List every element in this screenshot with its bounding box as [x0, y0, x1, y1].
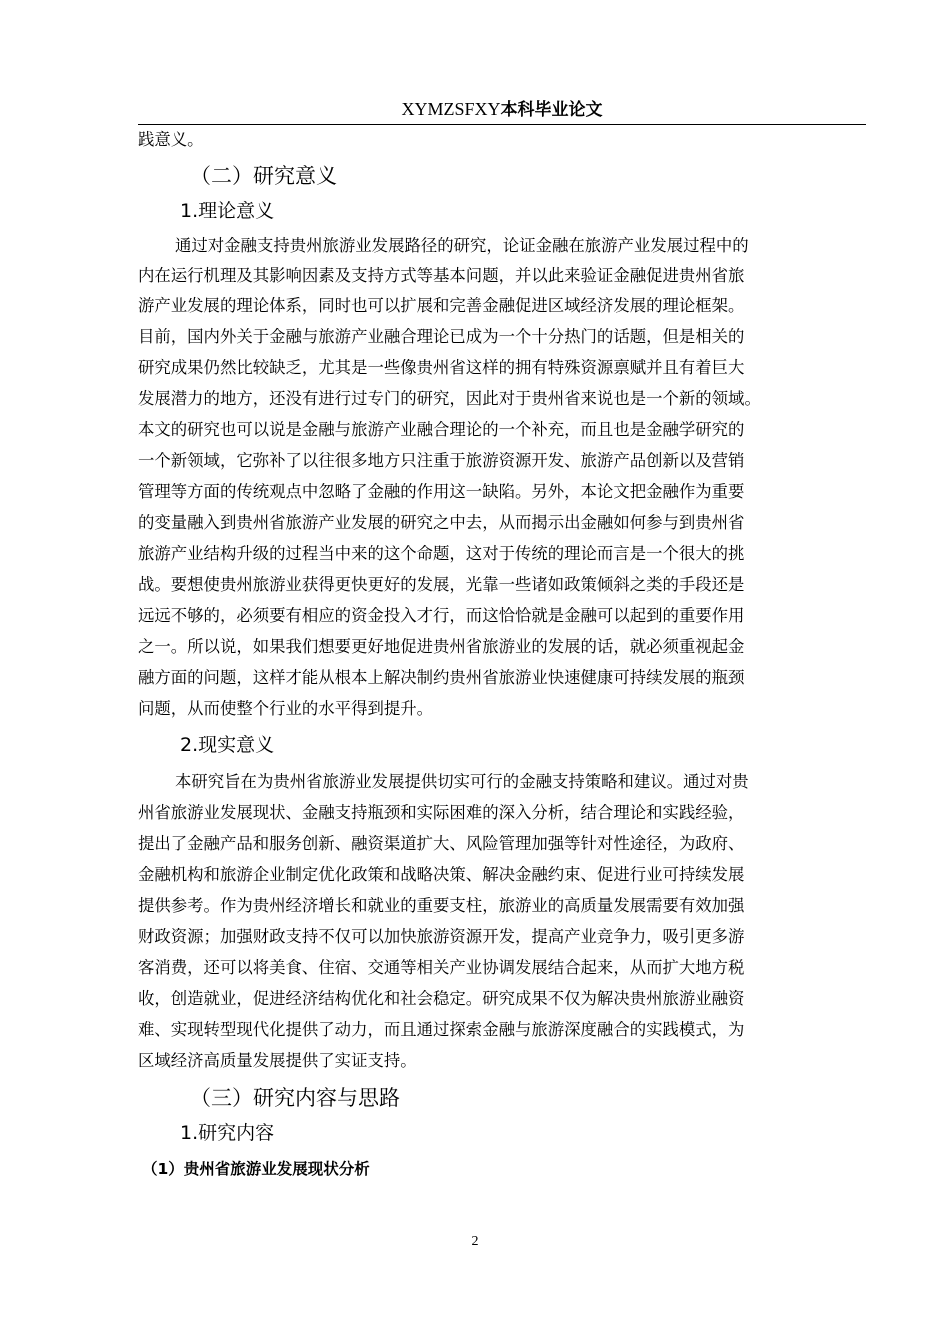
paragraph-line: 旅游产业结构升级的过程当中来的这个命题，这对于传统的理论而言是一个很大的挑: [138, 544, 745, 563]
paragraph-line: 践意义。: [138, 130, 204, 149]
paragraph-line: 战。要想使贵州旅游业获得更快更好的发展，光靠一些诸如政策倾斜之类的手段还是: [138, 575, 745, 594]
subsection-heading: 2.现实意义: [180, 734, 275, 756]
paragraph-line: 财政资源；加强财政支持不仅可以加快旅游资源开发，提高产业竞争力，吸引更多游: [138, 927, 745, 946]
paragraph-line: 内在运行机理及其影响因素及支持方式等基本问题，并以此来验证金融促进贵州省旅: [138, 266, 745, 285]
paragraph-line: 提出了金融产品和服务创新、融资渠道扩大、风险管理加强等针对性途径，为政府、: [138, 834, 745, 853]
page-header: [138, 96, 866, 125]
paragraph-line: 金融机构和旅游企业制定优化政策和战略决策、解决金融约束、促进行业可持续发展: [138, 865, 745, 884]
header-title: 本科毕业论文: [500, 100, 603, 120]
paragraph-line: 难、实现转型现代化提供了动力，而且通过探索金融与旅游深度融合的实践模式，为: [138, 1020, 745, 1039]
paragraph-line: 本文的研究也可以说是金融与旅游产业融合理论的一个补充，而且也是金融学研究的: [138, 420, 745, 439]
paragraph-line: 问题，从而使整个行业的水平得到提升。: [138, 699, 434, 718]
paragraph-line: 游产业发展的理论体系，同时也可以扩展和完善金融促进区域经济发展的理论框架。: [138, 296, 745, 315]
list-heading: （1）贵州省旅游业发展现状分析: [142, 1160, 370, 1178]
paragraph-line: 的变量融入到贵州省旅游产业发展的研究之中去，从而揭示出金融如何参与到贵州省: [138, 513, 745, 532]
paragraph-line: 之一。所以说，如果我们想要更好地促进贵州省旅游业的发展的话，就必须重视起金: [138, 637, 745, 656]
paragraph-line: 目前，国内外关于金融与旅游产业融合理论已成为一个十分热门的话题，但是相关的: [138, 327, 745, 346]
paragraph-line: 一个新领域，它弥补了以往很多地方只注重于旅游资源开发、旅游产品创新以及营销: [138, 451, 745, 470]
paragraph-line: 通过对金融支持贵州旅游业发展路径的研究，论证金融在旅游产业发展过程中的: [175, 236, 749, 255]
paragraph-line: 客消费，还可以将美食、住宿、交通等相关产业协调发展结合起来，从而扩大地方税: [138, 958, 745, 977]
paragraph-line: 研究成果仍然比较缺乏，尤其是一些像贵州省这样的拥有特殊资源禀赋并且有着巨大: [138, 358, 745, 377]
subsection-heading: 1.理论意义: [180, 200, 275, 222]
section-heading: （三）研究内容与思路: [190, 1086, 400, 1110]
page-number: 2: [471, 1234, 479, 1249]
paragraph-line: 发展潜力的地方，还没有进行过专门的研究，因此对于贵州省来说也是一个新的领域。: [138, 389, 761, 408]
paragraph-line: 管理等方面的传统观点中忽略了金融的作用这一缺陷。另外，本论文把金融作为重要: [138, 482, 745, 501]
paragraph-line: 远远不够的，必须要有相应的资金投入才行，而这恰恰就是金融可以起到的重要作用: [138, 606, 745, 625]
paragraph-line: 州省旅游业发展现状、金融支持瓶颈和实际困难的深入分析，结合理论和实践经验，: [138, 803, 745, 822]
section-heading: （二）研究意义: [190, 164, 337, 188]
subsection-heading: 1.研究内容: [180, 1122, 275, 1144]
paragraph-line: 融方面的问题，这样才能从根本上解决制约贵州省旅游业快速健康可持续发展的瓶颈: [138, 668, 745, 687]
header-latin: XYMZSFXY: [401, 99, 501, 119]
paragraph-line: 本研究旨在为贵州省旅游业发展提供切实可行的金融支持策略和建议。通过对贵: [175, 772, 749, 791]
paragraph-line: 收，创造就业，促进经济结构优化和社会稳定。研究成果不仅为解决贵州旅游业融资: [138, 989, 745, 1008]
paragraph-line: 区域经济高质量发展提供了实证支持。: [138, 1051, 417, 1070]
paragraph-line: 提供参考。作为贵州经济增长和就业的重要支柱，旅游业的高质量发展需要有效加强: [138, 896, 745, 915]
